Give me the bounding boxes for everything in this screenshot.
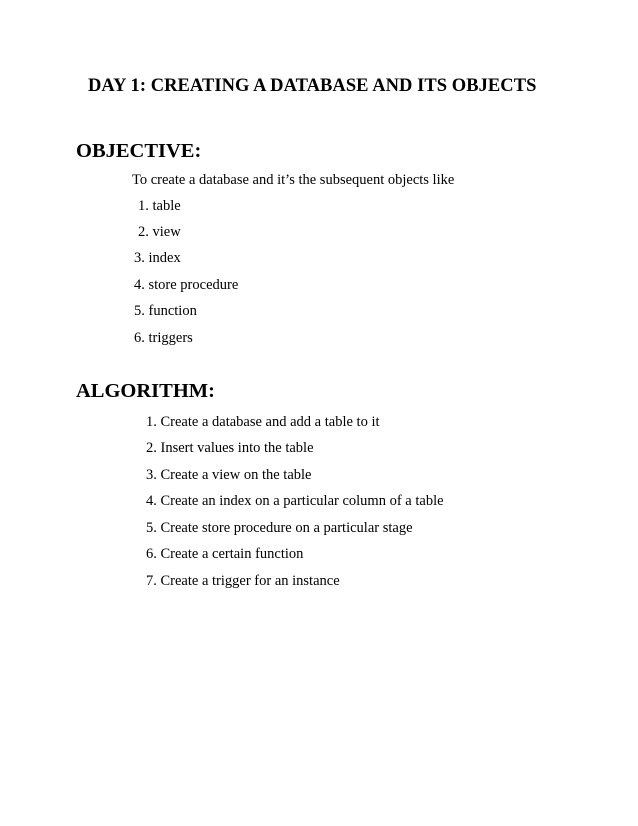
algorithm-step: 2. Insert values into the table bbox=[146, 440, 314, 456]
objective-intro: To create a database and it’s the subsequent objects like bbox=[132, 172, 455, 188]
objective-item: 6. triggers bbox=[134, 330, 193, 346]
algorithm-heading: ALGORITHM: bbox=[76, 380, 215, 402]
page-title: DAY 1: CREATING A DATABASE AND ITS OBJECTS bbox=[88, 76, 537, 96]
objective-item: 1. table bbox=[138, 198, 181, 214]
algorithm-step: 6. Create a certain function bbox=[146, 546, 304, 562]
algorithm-step: 5. Create store procedure on a particular stage bbox=[146, 520, 413, 536]
objective-item: 2. view bbox=[138, 224, 181, 240]
objective-heading: OBJECTIVE: bbox=[76, 140, 202, 162]
algorithm-step: 7. Create a trigger for an instance bbox=[146, 573, 340, 589]
algorithm-step: 3. Create a view on the table bbox=[146, 467, 312, 483]
objective-item: 4. store procedure bbox=[134, 277, 239, 293]
algorithm-step: 4. Create an index on a particular column of a table bbox=[146, 493, 444, 509]
objective-item: 5. function bbox=[134, 303, 197, 319]
objective-item: 3. index bbox=[134, 250, 181, 266]
algorithm-step: 1. Create a database and add a table to it bbox=[146, 414, 380, 430]
